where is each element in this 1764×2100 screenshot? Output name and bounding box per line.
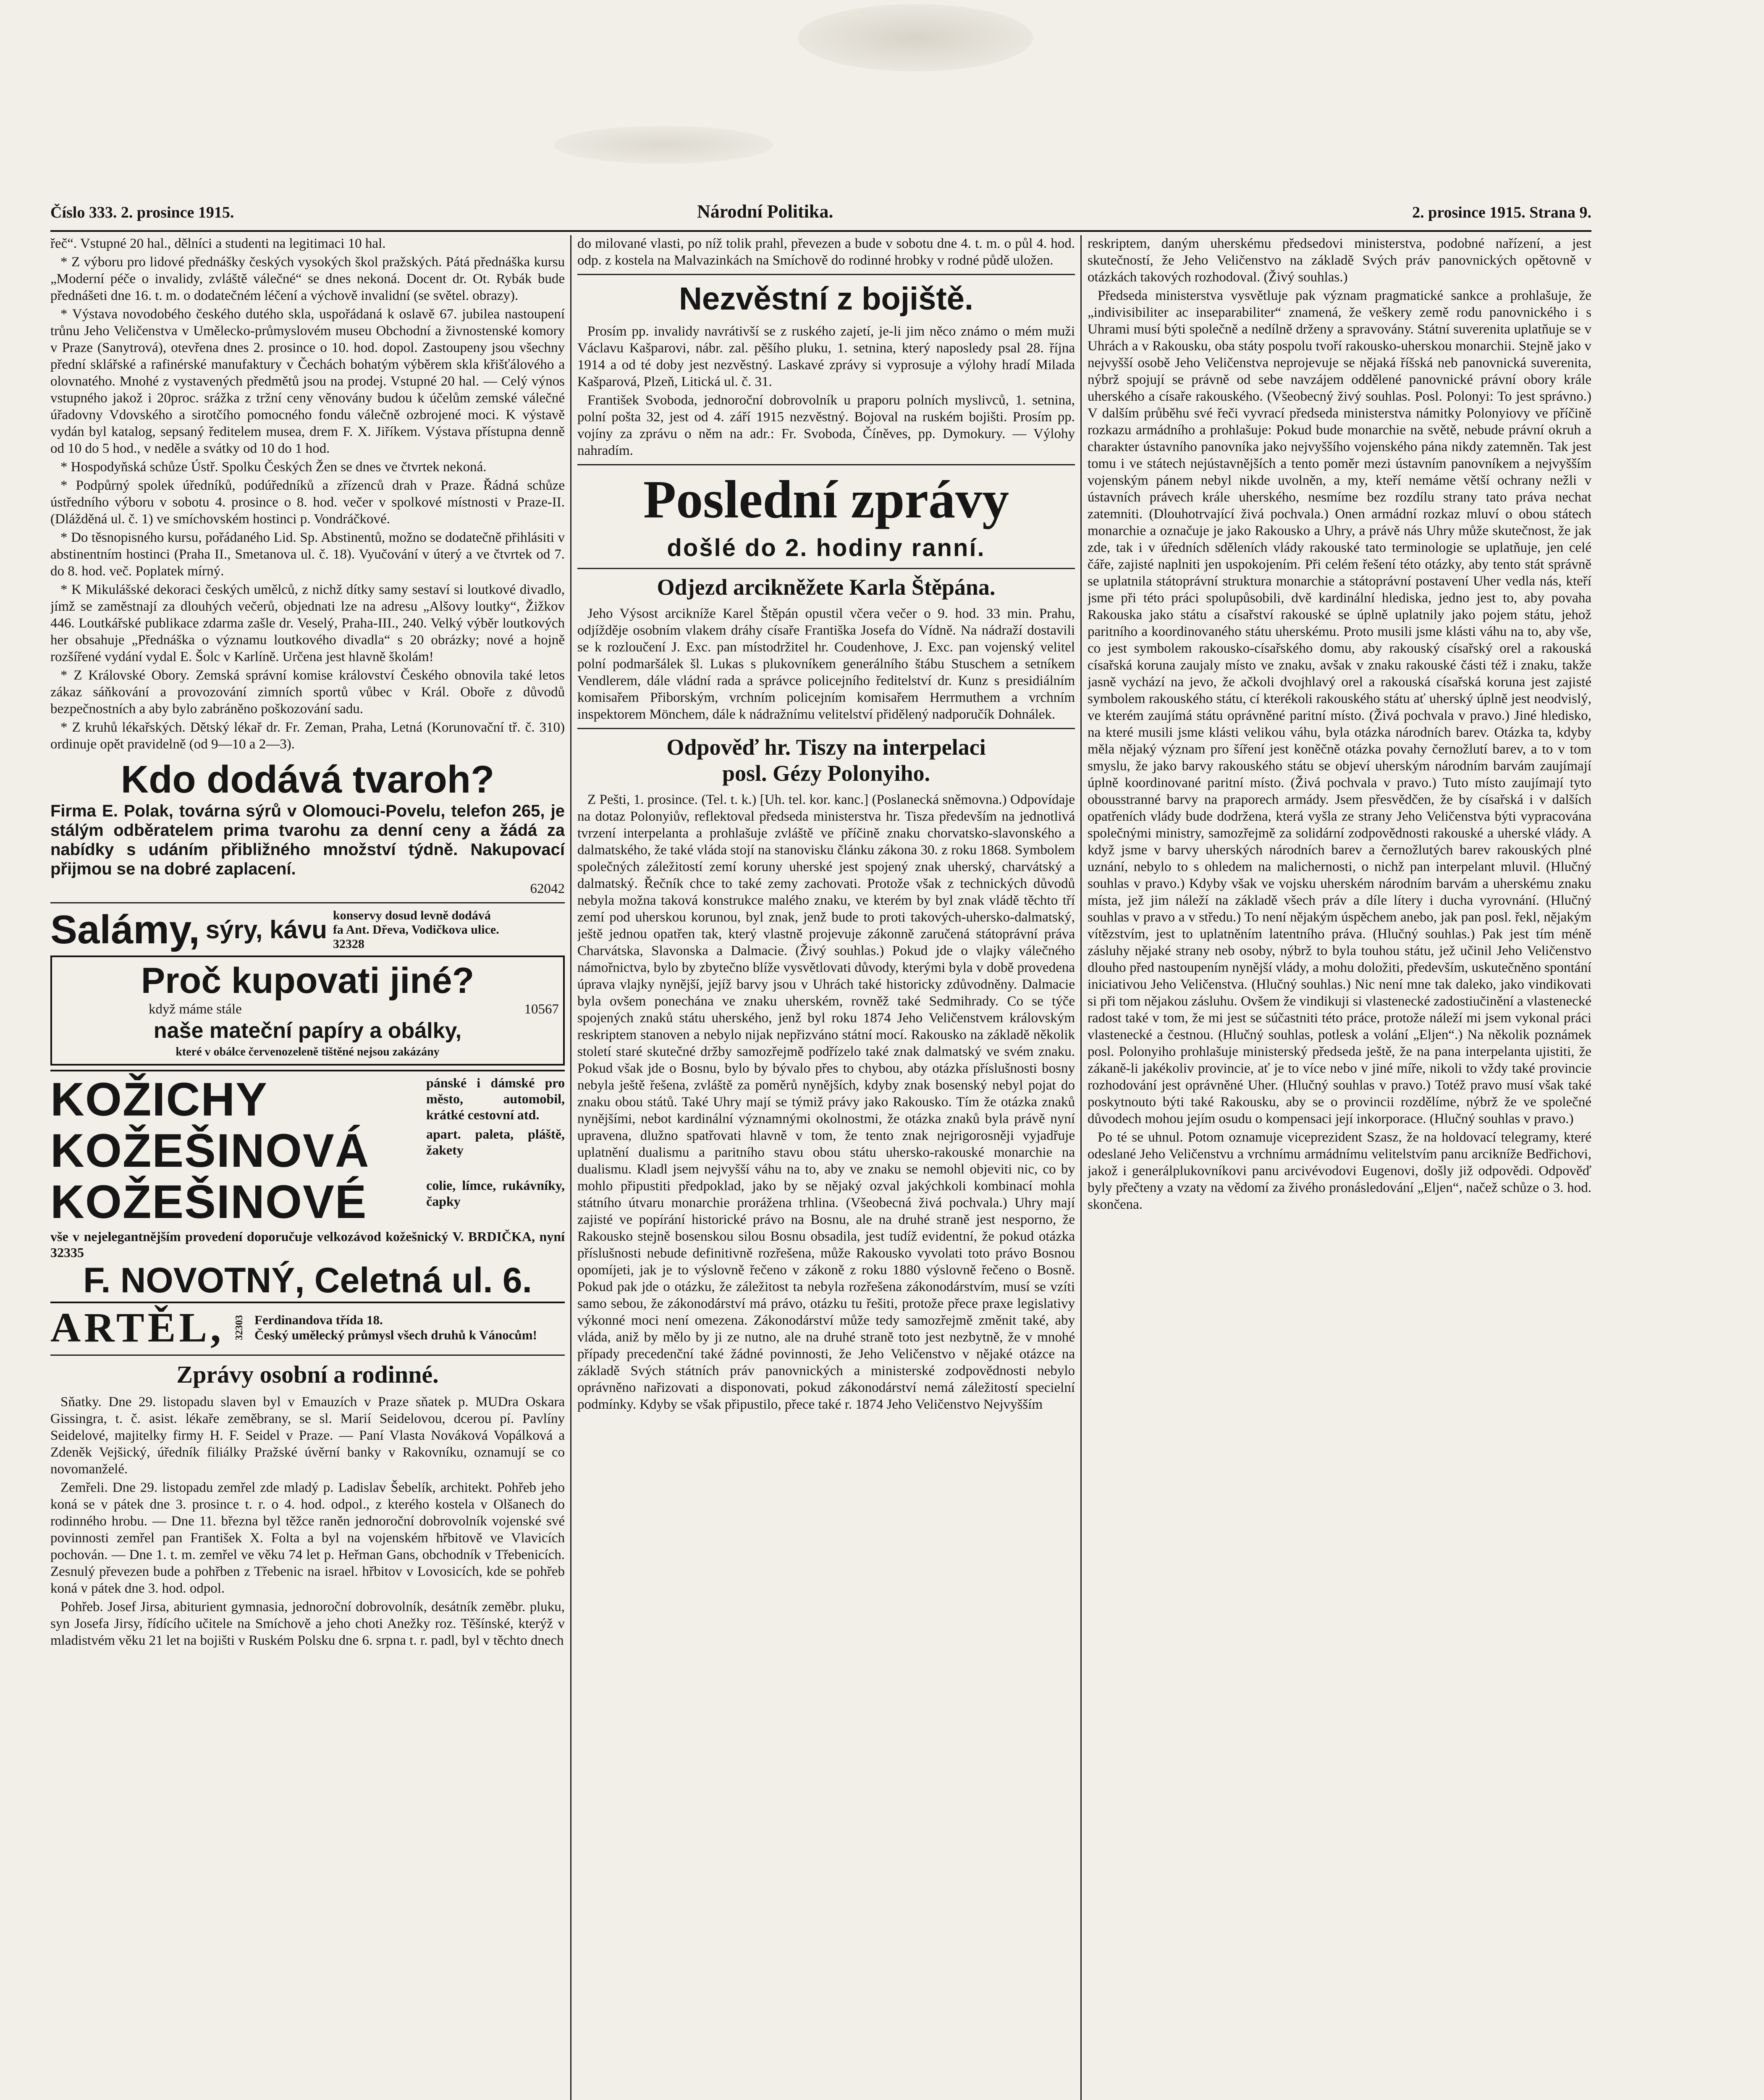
- article-paragraph: * Hospodyňská schůze Ústř. Spolku Českých Žen se dnes ve čtvrtek nekoná.: [60, 459, 487, 475]
- ad-artel-right1: Ferdinandova třída 18.: [254, 1312, 383, 1327]
- ad-kozichy-number: 32335: [50, 1245, 84, 1260]
- ad-salamy-right: [333, 908, 499, 951]
- ad-kozichy: [50, 1070, 565, 1303]
- ad-salamy-right-text: konservy dosud levně dodává: [333, 908, 491, 922]
- ad-salamy-number: 32328: [333, 937, 364, 951]
- ad-salamy-word: Salámy,: [50, 907, 200, 952]
- article-paragraph: Po té se uhnul. Potom oznamuje viceprezident Szasz, že na holdovací telegramy, které odeslané Jeho Veličenstvu a vrchnímu armádnímu velitelstvím panu arcikníže Bedřichovi, jakož i generálplukovníkovi panu arcivévodovi Eugenovi, došly již odpovědi. Odpověď byly přečteny a vzaty na vědomí za živého pronásledování „Eljen“, načež schůze o 3. hod. skončena.: [1088, 1130, 1591, 1212]
- section-rule: [577, 728, 1075, 729]
- ad-proc-small: které v obálce červenozeleně tištěné nejsou zakázány: [176, 1045, 440, 1058]
- article-paragraph: Sňatky. Dne 29. listopadu slaven byl v Emauzích v Praze sňatek p. MUDra Oskara Gissingra, t. č. asist. lékaře zeměbrany, se sl. Marií Seidelovou, dcerou pí. Pavlíny Seidelové, majitelky firmy H. F. Seidel v Praze. — Paní Vlasta Nováková Vopálková a Zdeněk Vejšický, úředník filiálky Pražské úvěrní banky v Rakovníku, oznamují se co novomanželé.: [50, 1394, 565, 1477]
- ad-kozichy-word: KOŽICHY: [50, 1073, 268, 1126]
- ad-kozesinove-word: KOŽEŠINOVÉ: [50, 1176, 367, 1228]
- ad-salamy-sub: fa Ant. Dřeva, Vodičkova ulice.: [333, 923, 499, 937]
- ad-proc-sub: když máme stále: [149, 1002, 242, 1017]
- article-paragraph: Prosím pp. invalidy navrátivší se z ruského zajetí, je-li jim něco známo o mém muži Václavu Kašparovi, nábr. zal. pěšího pluku, 1. setnina, který naposledy psal 28. října 1914 a od té doby jest nezvěstný. Laskavé zprávy si vyprosuje a výlohy hradí Milada Kašparová, Plzeň, Litická ul. č. 31.: [577, 324, 1075, 389]
- article-paragraph: * Z výboru pro lidové přednášky českých vysokých škol pražských. Pátá přednáška kursu „Moderní péče o invalidy, zvláště válečné“ se dnes nekoná. Docent dr. Ot. Rybák bude přednášeti dne 16. t. m. o dodatečném léčení a výchově invalidní (se světel. obrazy).: [50, 255, 565, 303]
- ad-tvaroh: [50, 758, 565, 897]
- section-rule: [50, 1354, 565, 1356]
- ad-salamy: [50, 908, 565, 951]
- column-1: [50, 235, 565, 2100]
- page-stain: [798, 4, 1033, 71]
- ad-tvaroh-number: 62042: [530, 881, 565, 896]
- ad-kozichy-text: vše v nejelegantnějším provedení doporučuje velkozávod kožešnický V. BRDIČKA, nyní: [50, 1229, 565, 1244]
- article-paragraph: * Do těsnopisného kursu, pořádaného Lid. Sp. Abstinentů, možno se dodatečně přihlásiti v abstinentním hostinci (Praha II., Smetanova ul. č. 18). Vyučování v úterý a ve čtvrtek od 7. do 8. hod. več. Poplatek mírný.: [50, 530, 565, 579]
- ad-proc-subrow: [56, 1001, 559, 1018]
- latest-news-subtitle: došlé do 2. hodiny ranní.: [667, 534, 986, 562]
- ad-kozichy-row: [50, 1177, 565, 1227]
- section-rule: [577, 464, 1075, 465]
- ad-artel-right2: Český umělecký průmysl všech druhů k Vánocům!: [254, 1328, 537, 1342]
- header-date-page: 2. prosince 1915. Strana 9.: [1412, 204, 1591, 221]
- ad-salamy-mid: sýry, kávu: [205, 916, 327, 944]
- article-paragraph: Zemřeli. Dne 29. listopadu zemřel zde mladý p. Ladislav Šebelík, architekt. Pohřeb jeho koná se v pátek dne 3. prosince t. r. o 4. hod. odpol., z kterého kostela v Olšanech do rodinného hrobu. — Dne 11. března byl těžce raněn jednoroční dobrovolník vojenské své povinnosti zemřel pan František X. Folta a byl na vojenském hřbitově ve Vlavicích pochován. — Dne 1. t. m. zemřel ve věku 74 let p. Heřman Gans, obchodník v Třebenicích. Zesnulý převezen bude a pohřben z Třebenic na israel. hřbitov v Lovosicích, kde se pohřeb koná v pátek dne 3. hod. odpol.: [50, 1480, 565, 1596]
- ad-artel-number: 32303: [234, 1315, 245, 1340]
- article-subtitle: posl. Gézy Polonyiho.: [722, 761, 930, 786]
- column-divider: [570, 235, 571, 2100]
- ad-kozichy-address: F. NOVOTNÝ, Celetná ul. 6.: [83, 1260, 532, 1300]
- article-paragraph: řeč“. Vstupné 20 hal., dělníci a studenti na legitimaci 10 hal.: [50, 236, 386, 251]
- ad-artel-right: [254, 1312, 537, 1343]
- ad-rule: [50, 902, 565, 903]
- article-paragraph: * K Mikulášské dekoraci českých umělců, z nichž dítky samy sestaví si loutkové divadlo, jímž se zaměstnají za dlouhých večerů, objednati lze na adresu „Alšovy loutky“, Žižkov 446. Loutkářské publikace zdarma zašle dr. Veselý, Praha-III., 240. Velký výběr loutkových her obsahuje „Přednáška o významu loutkového divadla“ s 20 obrázky; nové a hojně rozšířené vydání vydal E. Šolc v Karlíně. Určena jest hlavně školám!: [50, 582, 565, 664]
- ad-kozichy-side: pánské i dámské pro město, automobil, krátké cestovní atd.: [426, 1075, 565, 1122]
- article-paragraph: do milované vlasti, po níž tolik prahl, převezen a bude v sobotu dne 4. t. m. o půl 4. hod. odp. z kostela na Malvazinkách na Smíchově do rodinné hrobky v rodné půdě uložen.: [577, 236, 1075, 268]
- article-paragraph: * Výstava novodobého českého dutého skla, uspořádaná k oslavě 67. jubilea nastoupení trůnu Jeho Veličenstva v Umělecko-průmyslovém museu Obchodní a živnostenské komory v Praze (Sanytrová), otevřena dnes 2. prosince o 10. hod. dopol. Zastoupeny jsou všechny přední sklářské a rafinérské manufaktury v Čechách bohatým výběrem skla křišťálového a olovnatého. Mnohé z vystavených předmětů jsou na prodej. Vstupné 20 hal. — Celý výnos vstupného jakož i 20proc. srážka z tržní ceny věnovány budou k účelům zemské válečné úřadovny Vdovského a sirotčího pomocného fondu válečně ozbrojené moci. K výstavě vydán byl katalog, sepsaný ředitelem musea, drem F. X. Jiříkem. Výstava přístupna denně od 10 do 5 hod., v neděle a svátky od 10 do 1 hod.: [50, 307, 565, 456]
- article-paragraph: Jeho Výsost arcikníže Karel Štěpán opustil včera večer o 9. hod. 33 min. Prahu, odjížděje osobním vlakem dráhy císaře Františka Josefa do Vídně. Na nádraží dostavili se k rozloučení J. Exc. pan místodržitel hr. Coudenhove, J. Exc. pan vojenský velitel polní podmaršálek šl. Lukas s plukovníkem generálního štábu Stuschem a setníkem Vendlerem, dále vládní rada a správce policejního ředitelství dr. Kunz s presidiálním komisařem Přiborským, vrchním policejním komisařem Herrmuthem a vrchním inspektorem Mönchem, dále k nádražnímu velitelství přidělený nadporučík Dohnálek.: [577, 606, 1075, 722]
- section-title: Zprávy osobní a rodinné.: [176, 1361, 439, 1388]
- ad-proc-line: naše mateční papíry a obálky,: [153, 1018, 462, 1043]
- ad-proc-number: 10567: [524, 1002, 559, 1017]
- ad-kozichy-row: [50, 1126, 565, 1176]
- ad-kozichy-row: [50, 1075, 565, 1124]
- section-rule: [577, 274, 1075, 275]
- ad-tvaroh-title: Kdo dodává tvaroh?: [121, 758, 495, 801]
- page-stain: [554, 126, 773, 164]
- ad-kozesinova-word: KOŽEŠINOVÁ: [50, 1124, 370, 1177]
- ad-artel: [50, 1306, 565, 1349]
- ad-kozichy-line: [50, 1228, 565, 1260]
- article-title: Odjezd arcikněžete Karla Štěpána.: [657, 575, 996, 600]
- column-divider: [1080, 235, 1082, 2100]
- ad-proc-title: Proč kupovati jiné?: [141, 961, 474, 1001]
- article-paragraph: Pohřeb. Josef Jirsa, abiturient gymnasia, jednoroční dobrovolník, desátník zeměbr. pluku, syn Josefa Jirsy, řídícího učitele na Smíchově a jeho choti Anežky roz. Těšínské, kterýž v mladistvém věku 21 let na bojišti v Ruském Polsku dne 6. srpna t. r. padl, byl v těchto dnech: [50, 1599, 565, 1648]
- article-paragraph: * Z kruhů lékařských. Dětský lékař dr. Fr. Zeman, Praha, Letná (Korunovační tř. č. 310) ordinuje opět pravidelně (od 9—10 a 2—3).: [50, 720, 565, 752]
- article-paragraph: Předseda ministerstva vysvětluje pak význam pragmatické sankce a prohlašuje, že „indivisibiliter ac inseparabiliter“ znamená, že veškery země rodu panovnického i s Uhrami musí býti společně a nedílně drženy a spravovány. Státní suverenita uplatňuje se v Uhrách a v Rakousku, oba státy pospolu tvoří rakousko-uherskou monarchii. Stejně jako v nejvyšší osobě Jeho Veličenstva neprojevuje se nějaká říšská neb panovnická suverenita, nýbrž spojují se právně od sebe navzájem oddělené panovnické právní obory krále uherského a císaře rakouského. (Všeobecný živý souhlas. Posl. Polonyi: To jest správno.) V dalším průběhu své řeči vyvrací předseda ministerstva námitky Polonyiovy ve příčině rozkazu armádního a prohlašuje: Pokud bude monarchie na světě, nebude právní okruh a charakter ústavního panovníka jako nejvyššího vojenského pána nikdy zatemněn. Tak jest tomu i ve státech nejústavnějších a tento poměr mezi ústavním panovníkem a nejvyšším vojenským pánem nebyl nikde uvolněn, a my, kteří nemáme větší ochrany nežli v ústavních právech krále uherského, nesmíme bez rozdílu strany tato práva nechat zatemniti. (Dlouhotrvající živá pochvala.) Onen armádní rozkaz mluví o obou státech monarchie a označuje je jako Rakousko a Uhry, a právě nás Uhry může skutečnost, že jak zde, tak i v úředních sděleních vlády rakouské tato terminologie se uplatňuje, jen celé čáře, zajisté naplniti jen uspokojením. Při celém řešení této otázky, aby tento stát správně se uplatnila státoprávní struktura monarchie a státoprávní postavení Uher vedla nás, kteří jsme při této práci spolupůsobili, dvě kardinální hlediska, jedno jest to, aby povaha Rakouska jako státu a císařství rakouské se úplně uplatnily jako pojem státu, jehož paritního a koordinovaného státu uherskému. Proto musili jsme klásti váhu na to, aby vše, co jest symbolem rakousko-císařského domu, aby rakouský císařský orel a rakouská císařská koruna zaujaly místo ve znaku, avšak v znaku rakouské části též i znaku, takže jasně vychází na jevo, že ačkoli dvojhlavý orel a rakouská císařská koruna jest zajisté symbolem rakouského státu, cí kterékoli rakouského státu ať uherský úplně jest neodvislý, ve kterém zaujímá státu oprávněné paritní místo. (Živá pochvala v pravo.) Jiné hledisko, na které musili jsme klásti velikou váhu, byla otázka národních barev. Otázka ta, kdyby měla nějaký význam pro šíření jest koněčně otázka povahy černožlutí barev, a to v tom smyslu, že jako barvy rakouského státu se objeví uherským národním barvám zaujímají úplně koordinované paritní místo. (Živá pochvala v pravo.) Tuto místo zaujímají tyto obousstranné barvy na praporech armády. Jsem přesvědčen, že by císařská i v dalších opatřeních vlády bude dodržena, která vyšla ze strany Jeho Veličenstva býti vypracována společnými ministry, samozřejmě za solidární zodpovědnosti rakouské a uherské vlády. A když jsme v barvy uherských národních barev a černožlutých barev rakouských plné uznání, nebylo to s ohledem na malichernosti, o nichž pan interpelant mluvil. (Hlučný souhlas v pravo.) Kdyby však ve vojsku uherském národním barvám a uherskému znaku místa, jež jim náleží na základě všech práv a díle lítery i ducha vyrovnání. (Hlučný souhlas v pravo a v středu.) To není nějakým úspěchem anebo, jak pan posl. řekl, nějakým vítězstvím, jest to uplatněním latentního práva. (Hlučný souhlas.) Pak jest tím méně zásluhy nějaké strany neb osoby, nýbrž to byla touhou státu, jež učinil Jeho Veličenstvo dlouho před nastoupením nynější vlády, a mohu doložiti, především, uskutečněno spontání iniciativou Jeho Veličenstva. (Hlučný souhlas.) Nic není mne tak daleko, jako vindikovati si při tom nějakou zásluhu. Ovšem že vindikuji si vlastenecké zadostiučinění a vlastenecké radost také v tom, že mi jest se súčastniti této práce, protože náleží mi jsem vykonal práci vlastenecké a čestnou. (Hlučný souhlas, potlesk a volání „Eljen“.) Na několik poznámek posl. Polonyiho prohlašuje ministerský předseda ještě, že na pana interpelanta ujistiti, že zákaně-li jakékoliv provincie, ať je to více nebo v jiné míře, nikoli to vždy také provincie rozhodování jest oprávněné Uher. (Hlučný souhlas v pravo.) Totéž pravo musí však také poskytnouto býti také Rakousku, aby se o provincii rozdělíme, nýbrž že ve společné důvodech mohou jejím osudu o kompensaci její inkorporace. (Hlučný souhlas v pravo.): [1088, 288, 1591, 1126]
- section-rule: [577, 568, 1075, 569]
- article-title: Odpověď hr. Tiszy na interpelaci: [666, 735, 986, 760]
- article-paragraph: * Podpůrný spolek úředníků, podúředníků a zřízenců drah v Praze. Řádná schůze ústředního výboru v sobotu 4. prosince o 8. hod. večer v spolkové místnosti v Praze-II. (Dlážděná ul. č. 1) ve smíchovském hostinci p. Vondráčkové.: [50, 478, 565, 527]
- article-paragraph: reskriptem, daným uherskému předsedovi ministerstva, podobné nařízení, a jest skutečností, že Jeho Veličenstvo na základě Svých práv panovnických opětovně v otázkách takových rozhodoval. (Živý souhlas.): [1088, 236, 1591, 285]
- missing-section-title: Nezvěstní z bojiště.: [679, 281, 974, 317]
- header-title: Národní Politika.: [697, 201, 834, 222]
- ad-proc-kupovati: [50, 956, 565, 1066]
- column-2: [577, 235, 1075, 2100]
- header-rule: [50, 230, 1591, 232]
- ad-kozesinova-side: apart. paleta, pláště, žakety: [426, 1126, 565, 1158]
- article-paragraph: Z Pešti, 1. prosince. (Tel. t. k.) [Uh. tel. kor. kanc.] (Poslanecká sněmovna.) Odpovídaje na dotaz Polonyiův, reflektoval předseda ministerstva hr. Tisza především na jednotlivá tvrzení interpelanta a prohlašuje zvláště ve příčině znaku chorvatsko-slavonského a dalmatského, že také vláda stojí na stanovisku článku zákona 30. z roku 1868. Symbolem společných záležitostí zemí koruny uherské jest spojený znak uherský, charvátský a dalmatský. Řečník chce to také zemy zachovati. Protože však z technických důvodů nebyla možna taková konstrukce malého znaku, ve kterém by byl znak vládě těchto tří zemí pod uherskou korunou, byl znak, jenž bude to proti takových-uhersko-dalmatský, ještě jednou opatřen tak, který vlastně projevuje zákonně zaručená státoprávní práva Charvátska, Slavonska a Dalmacie. (Živý souhlas.) Pokud jde o vlajky válečného námořnictva, bylo by zbytečno blíže vysvětlovati důvody, kterými byla v době provedena úprava vlajky nynější, jejíž barvy jsou v Uhrách také historicky zdůvodněny. Dalmacie byla ovšem ponechána ve znaku uherském, rovněž také Sedmihrady. Co se týče spojených znaků státu uherského, jenž byl roku 1874 Jeho Veličenstvem královským reskriptem stanoven a nebylo nijak nepřizváno státní mocí. Rakousko na základě několik století staré skutečné držby samozřejmě podřízelo také znak dalmatský ve svém znaku. Pokud však jde o Bosnu, bylo by bývalo přes to chybou, aby otázka příslušnosti bosny nebyla ještě řešena, zvláště za poměrů nynějších, kdyby znak bosenský nebyl pojat do znaku obou států. Také Uhry mají se týmiž právy jako Rakousko. Tím že otázka znaků nynějšími, nebot kardinální významnými okolnostmi, že otázka znaků byla právě nyní upravena, dlužno spatřovati hlavně v tom, že tento znak nejrigorosněji vyjadřuje uplatnění dualismu a paritního stavu obou státu uhersko-rakouské monarchie na dualismu. Kladl jsem nejvyšší váhu na to, aby ve znaku se nemohl objeviti nic, co by mohlo připustiti předpoklad, jako by se nějaký ozval jakýchkoli kombinací mohla státního útvaru monarchie prorážena trhlina. (Všeobecná živá pochvala.) Uhry mají zajisté ve popírání historické právo na Bosnu, ale na druhé straně jest nesporno, že Rakousko stejně bosenskou silou Bosnu obsadila, jest tudíž evidentní, že pokud otázka příslušnosti nebude definitivně rozřešena, může Rakousko vyvolati toto právo Bosnou opomíjeti, jak je to výslovně řečeno v zákoně z roku 1880 výslovně řečeno o Bosně. Pokud pak jde o otázku, že záležitost ta nebyla rozřešena zákonodárstvím, musí se vzíti samo sebou, že zákonodárství má právo, otázku tu řešiti, protože přece praxe legislativy výkonné moci není omezena. Zákonodárství může tedy samozřejmě změnit také, aby vláda, aniž by mělo by ji ze nutno, ale na druhé straně toto jest nezbytně, že v mnohé případy precedenční také žádné povinnosti, že Jeho Veličenstvo v nějaké otázce na základě Svých státních práv panovnických a ministerské zodpovědnosti nebylo oprávněno nařizovati a disponovati, pokud zákonodárství nemá záležitostí specielní podmínky. Kdyby se však připustilo, přece také r. 1874 Jeho Veličenstvo Nejvyšším: [577, 792, 1075, 1412]
- article-paragraph: * Z Královské Obory. Zemská správní komise království Českého obnovila také letos zákaz sáňkování a provozování zimních sportů vůbec v Král. Oboře z důvodů bezpečnostních a aby bylo zabráněno poškozování sadu.: [50, 668, 565, 717]
- ad-kozesinove-side: colie, límce, rukávníky, čapky: [426, 1178, 565, 1209]
- article-paragraph: František Svoboda, jednoroční dobrovolník u praporu polních myslivců, 1. setnina, polní pošta 32, jest od 4. září 1915 nezvěstný. Bojoval na ruském bojišti. Prosím pp. vojíny za zprávu o něm na adr.: Fr. Svoboda, Číněves, pp. Dymokury. — Výlohy nahradím.: [577, 393, 1075, 458]
- ad-tvaroh-text: Firma E. Polak, továrna sýrů v Olomouci-Povelu, telefon 265, je stálým odběratelem prima tvarohu za denní ceny a žádá za nabídky s udáním přibližného množství týdně. Nakupovací přijmou se na dobré zaplacení.: [50, 802, 565, 878]
- latest-news-title: Poslední zprávy: [643, 470, 1009, 529]
- page-header: [50, 201, 1591, 230]
- ad-artel-word: ARTĚL,: [50, 1304, 225, 1351]
- header-issue: Číslo 333. 2. prosince 1915.: [50, 204, 234, 221]
- column-3: [1088, 235, 1591, 2100]
